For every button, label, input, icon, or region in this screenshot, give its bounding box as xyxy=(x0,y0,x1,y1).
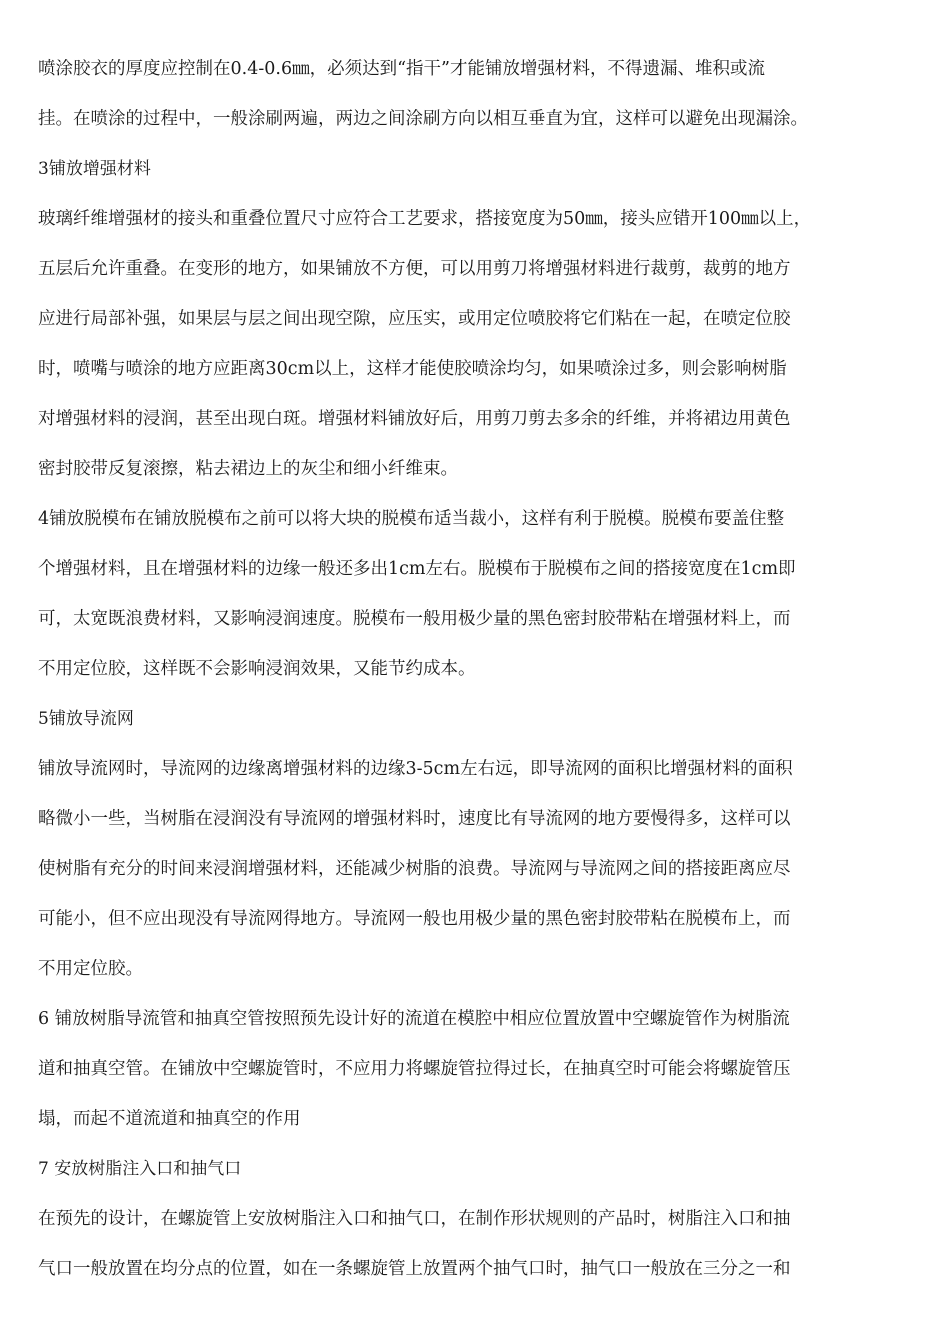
text-line-1: 喷涂胶衣的厚度应控制在0.4-0.6㎜，必须达到“指干”才能铺放增强材料，不得遗漏、堆积或流 xyxy=(38,59,765,79)
text-line-6: 应进行局部补强，如果层与层之间出现空隙，应压实，或用定位喷胶将它们粘在一起，在喷定位胶 xyxy=(38,309,791,329)
text-line-13: 不用定位胶，这样既不会影响浸润效果，又能节约成本。 xyxy=(38,659,476,679)
text-line-20: 6 铺放树脂导流管和抽真空管按照预先设计好的流道在模腔中相应位置放置中空螺旋管作为树脂流 xyxy=(38,1009,790,1029)
text-line-16: 略微小一些，当树脂在浸润没有导流网的增强材料时，速度比有导流网的地方要慢得多，这样可以 xyxy=(38,809,791,829)
text-line-12: 可，太宽既浪费材料，又影响浸润速度。脱模布一般用极少量的黑色密封胶带粘在增强材料上，而 xyxy=(38,609,791,629)
text-line-5: 五层后允许重叠。在变形的地方，如果铺放不方便，可以用剪刀将增强材料进行裁剪，裁剪的地方 xyxy=(38,259,791,279)
text-line-9: 密封胶带反复滚擦，粘去裙边上的灰尘和细小纤维束。 xyxy=(38,459,458,479)
text-line-22: 塌，而起不道流道和抽真空的作用 xyxy=(38,1109,301,1129)
text-line-4: 玻璃纤维增强材的接头和重叠位置尺寸应符合工艺要求，搭接宽度为50㎜，接头应错开100㎜以上， xyxy=(38,209,812,229)
text-line-25: 气口一般放置在均分点的位置，如在一条螺旋管上放置两个抽气口时，抽气口一般放在三分之一和 xyxy=(38,1259,791,1279)
text-line-11: 个增强材料，且在增强材料的边缘一般还多出1cm左右。脱模布于脱模布之间的搭接宽度在1cm即 xyxy=(38,559,796,579)
text-line-15: 铺放导流网时，导流网的边缘离增强材料的边缘3-5cm左右远，即导流网的面积比增强材料的面积 xyxy=(38,759,793,779)
section-heading-7: 7 安放树脂注入口和抽气口 xyxy=(38,1159,242,1179)
text-line-2: 挂。在喷涂的过程中，一般涂刷两遍，两边之间涂刷方向以相互垂直为宜，这样可以避免出现漏涂。 xyxy=(38,109,808,129)
text-line-8: 对增强材料的浸润，甚至出现白斑。增强材料铺放好后，用剪刀剪去多余的纤维，并将裙边用黄色 xyxy=(38,409,791,429)
text-line-21: 道和抽真空管。在铺放中空螺旋管时，不应用力将螺旋管拉得过长，在抽真空时可能会将螺旋管压 xyxy=(38,1059,791,1079)
text-line-7: 时，喷嘴与喷涂的地方应距离30cm以上，这样才能使胶喷涂均匀，如果喷涂过多，则会影响树脂 xyxy=(38,359,787,379)
text-line-19: 不用定位胶。 xyxy=(38,959,143,979)
section-heading-5: 5铺放导流网 xyxy=(38,709,134,729)
text-line-18: 可能小，但不应出现没有导流网得地方。导流网一般也用极少量的黑色密封胶带粘在脱模布上，而 xyxy=(38,909,791,929)
text-line-17: 使树脂有充分的时间来浸润增强材料，还能减少树脂的浪费。导流网与导流网之间的搭接距离应尽 xyxy=(38,859,791,879)
text-line-10: 4铺放脱模布在铺放脱模布之前可以将大块的脱模布适当裁小，这样有利于脱模。脱模布要盖住整 xyxy=(38,509,785,529)
document-page xyxy=(38,58,918,1308)
text-line-24: 在预先的设计，在螺旋管上安放树脂注入口和抽气口，在制作形状规则的产品时，树脂注入口和抽 xyxy=(38,1209,791,1229)
section-heading-3: 3铺放增强材料 xyxy=(38,159,151,179)
